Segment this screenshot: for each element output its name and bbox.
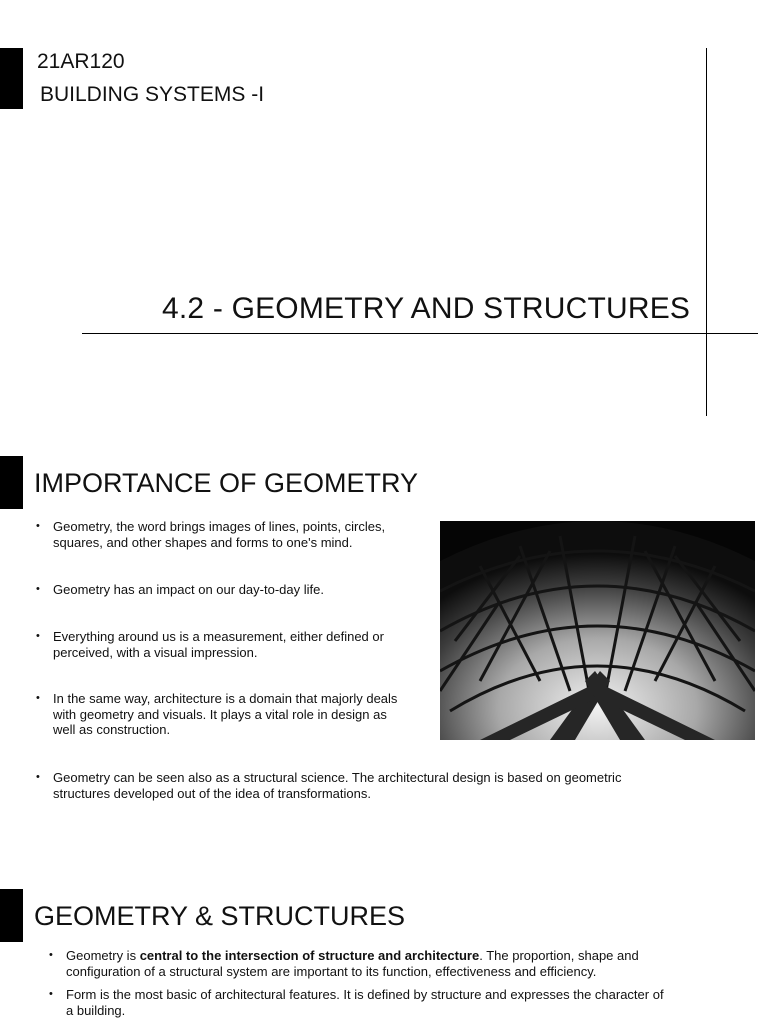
- bullet-list: [34, 691, 454, 738]
- bold-phrase: central to the intersection of structure and architecture: [139, 948, 480, 963]
- section-heading: GEOMETRY & STRUCTURES: [34, 901, 406, 931]
- bullet-list: [34, 519, 454, 550]
- slide-title: 4.2 - GEOMETRY AND STRUCTURES: [162, 292, 691, 325]
- list-item: • Geometry can be seen also as a structural science. The architectural design is based on geometric structures developed out of the idea of transformations.: [34, 770, 734, 801]
- slide-accent-bar: [0, 889, 23, 942]
- section-heading: IMPORTANCE OF GEOMETRY: [34, 468, 419, 498]
- list-item: • Form is the most basic of architectural features. It is defined by structure and expresses the character of a building.: [47, 987, 747, 1018]
- list-item: • Geometry, the word brings images of lines, points, circles, squares, and other shapes and forms to one's mind.: [34, 519, 454, 550]
- list-item: • Geometry has an impact on our day-to-day life.: [34, 582, 454, 598]
- bullet-list: [34, 629, 454, 660]
- geodesic-dome-photo: [440, 521, 755, 740]
- bullet-list: [34, 770, 734, 801]
- list-item: • In the same way, architecture is a domain that majorly deals with geometry and visuals. It plays a vital role in design as well as construction.: [34, 691, 454, 738]
- slide-accent-bar: [0, 456, 23, 509]
- bullet-list: [34, 582, 454, 598]
- list-item: • Everything around us is a measurement, either defined or perceived, with a visual impression.: [34, 629, 454, 660]
- bullet-list: [47, 987, 747, 1018]
- list-item: • Geometry is central to the intersection of structure and architecture. The proportion, shape and configuration of a structural system are important to its function, effectiveness and efficiency.: [47, 948, 747, 979]
- course-code: 21AR120: [37, 50, 125, 73]
- vertical-divider: [706, 48, 707, 416]
- slide-accent-bar: [0, 48, 23, 109]
- course-name: BUILDING SYSTEMS -I: [40, 83, 265, 106]
- bullet-list: [47, 948, 747, 979]
- horizontal-divider: [82, 333, 758, 334]
